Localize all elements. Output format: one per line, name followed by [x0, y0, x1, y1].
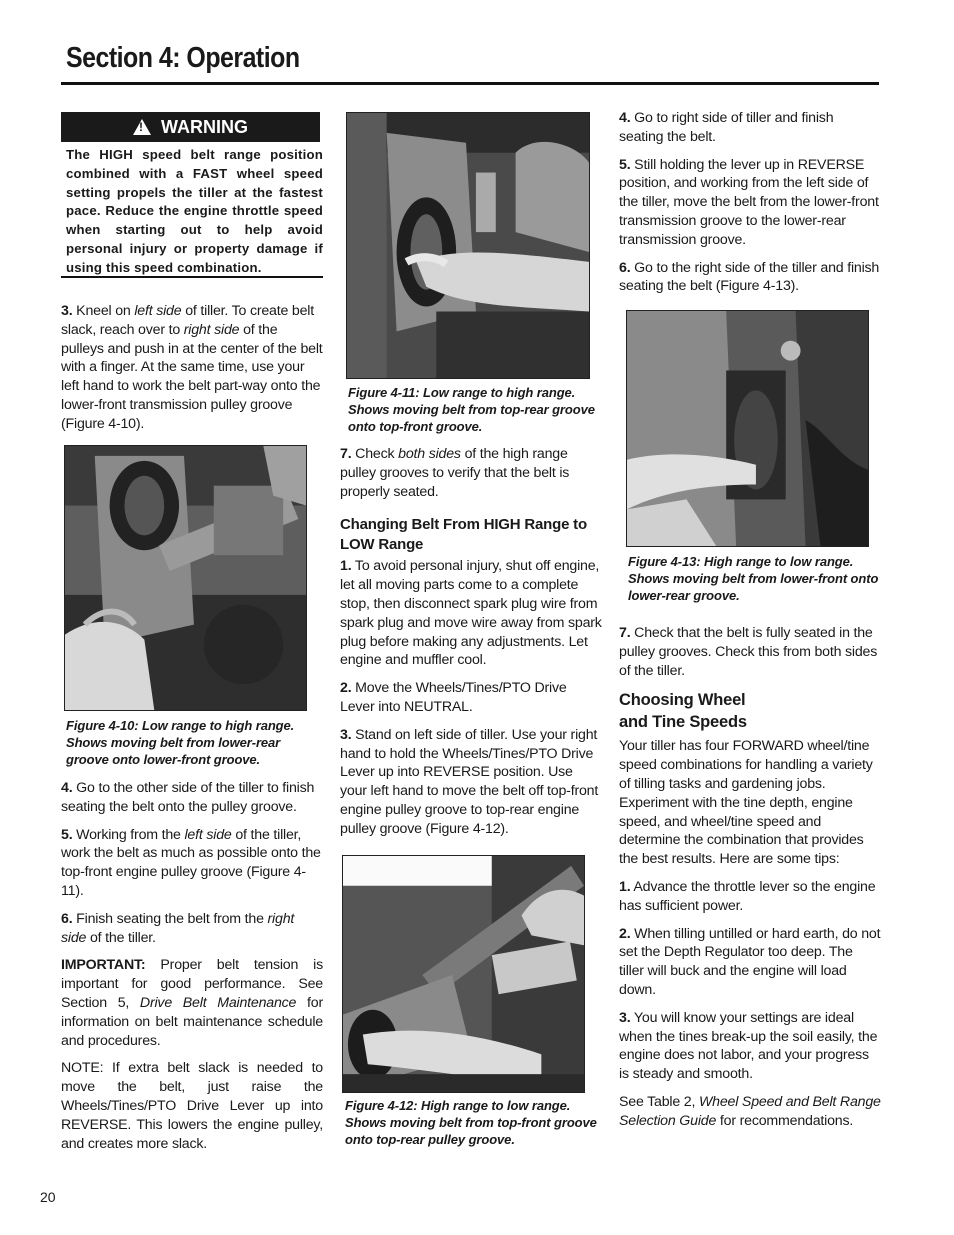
belt-slack-note: NOTE: If extra belt slack is needed to move the belt, just raise the Wheels/Tines/PTO Drive Lever up into REVERSE. This lowers the engine pulley, and creates more slack.	[61, 1060, 323, 1152]
column-1-bottom	[61, 779, 323, 1162]
step-1-safety: 1. To avoid personal injury, shut off engine, let all moving parts come to a complete stop, then disconnect spark plug wire from spark plug and move wire away from spark plug before making any adjustments. Let engine and muffler cool.	[340, 558, 602, 669]
step-5: 5. Working from the left side of the tiller, work the belt as much as possible onto the top-front engine pulley groove (Figure 4-11).	[61, 826, 321, 899]
page-number: 20	[40, 1189, 56, 1205]
figure-4-12-caption: Figure 4-12: High range to low range. Shows moving belt from top-front groove onto top-rear pulley groove.	[345, 1098, 597, 1147]
important-note: IMPORTANT: Proper belt tension is important for good performance. See Section 5, Drive Belt Maintenance for information on belt maintenance schedule and procedures.	[61, 957, 323, 1049]
section-heading-wheel-tine-speeds: Choosing Wheel and Tine Speeds	[619, 691, 747, 732]
step-7-verify: 7. Check that the belt is fully seated in the pulley grooves. Check this from both sides of the tiller.	[619, 625, 878, 679]
step-7-check: 7. Check both sides of the high range pulley grooves to verify that the belt is properly seated.	[340, 446, 570, 500]
step-2-neutral: 2. Move the Wheels/Tines/PTO Drive Lever into NEUTRAL.	[340, 680, 567, 715]
warning-triangle-icon	[133, 119, 151, 135]
warning-label: WARNING	[161, 116, 248, 137]
step-4: 4. Go to the other side of the tiller to finish seating the belt onto the pulley groove.	[61, 780, 315, 815]
page-title: Section 4: Operation	[66, 42, 300, 74]
figure-4-11-photo	[346, 112, 590, 379]
section-heading-high-to-low: Changing Belt From HIGH Range to LOW Range	[340, 516, 587, 554]
column-3-bottom	[619, 624, 881, 1140]
tip-2: 2. When tilling untilled or hard earth, do not set the Depth Regulator too deep. The tiller will buck and the engine will load down.	[619, 925, 881, 998]
warning-header	[61, 112, 320, 142]
step-3-reverse: 3. Stand on left side of tiller. Use your right hand to hold the Wheels/Tines/PTO Drive Lever up into REVERSE position. Use your left hand to move the belt off top-front engine pulley groove to top-rear engine pulley groove (Figure 4-12).	[340, 726, 599, 837]
figure-4-13-photo	[626, 310, 869, 547]
column-3-top	[619, 109, 881, 305]
tip-3: 3. You will know your settings are ideal when the tines break-up the soil easily, the engine does not labor, and your progress is steady and smooth.	[619, 1009, 878, 1083]
warning-divider	[61, 276, 323, 278]
figure-4-11-caption: Figure 4-11: Low range to high range. Shows moving belt from top-rear groove onto top-front groove.	[348, 385, 595, 434]
step-4-right-side: 4. Go to right side of tiller and finish seating the belt.	[619, 110, 834, 145]
warning-text: The HIGH speed belt range position combined with a FAST wheel speed setting propels the tiller at the fastest pace. Reduce the engine throttle speed when starting out to help avoid personal injury or property damage if using this speed combination.	[66, 147, 323, 275]
step-3-kneel: 3. Kneel on left side of tiller. To create belt slack, reach over to right side of the pulleys and push in at the center of the belt with a finger. At the same time, use your left hand to work the belt part-way onto the lower-front transmission pulley groove (Figure 4-10).	[61, 303, 323, 432]
table-reference: See Table 2, Wheel Speed and Belt Range Selection Guide for recommendations.	[619, 1093, 881, 1129]
column-2-text	[340, 445, 602, 848]
tip-1: 1. Advance the throttle lever so the engine has sufficient power.	[619, 878, 876, 914]
step-6-finish: 6. Go to the right side of the tiller and finish seating the belt (Figure 4-13).	[619, 259, 880, 295]
figure-4-10-caption: Figure 4-10: Low range to high range. Shows moving belt from lower-rear groove onto lower-front groove.	[66, 718, 295, 767]
speeds-intro: Your tiller has four FORWARD wheel/tine speed combinations for handling a variety of tilling tasks and gardening jobs. Experiment with the tine depth, engine speed, and wheel/tine speed and determine the combination that provides the best results. Here are some tips:	[619, 738, 873, 868]
figure-4-12-photo	[342, 855, 585, 1093]
figure-4-10-photo	[64, 445, 307, 711]
step-5-lower-groove: 5. Still holding the lever up in REVERSE position, and working from the left side of the tiller, move the belt from the lower-front transmission groove to the lower-rear transmission groove.	[619, 156, 879, 248]
figure-4-13-caption: Figure 4-13: High range to low range. Shows moving belt from lower-front onto lower-rear groove.	[628, 554, 879, 603]
title-divider	[61, 82, 879, 85]
step-6: 6. Finish seating the belt from the right side of the tiller.	[61, 910, 295, 946]
column-1-top	[61, 302, 323, 443]
